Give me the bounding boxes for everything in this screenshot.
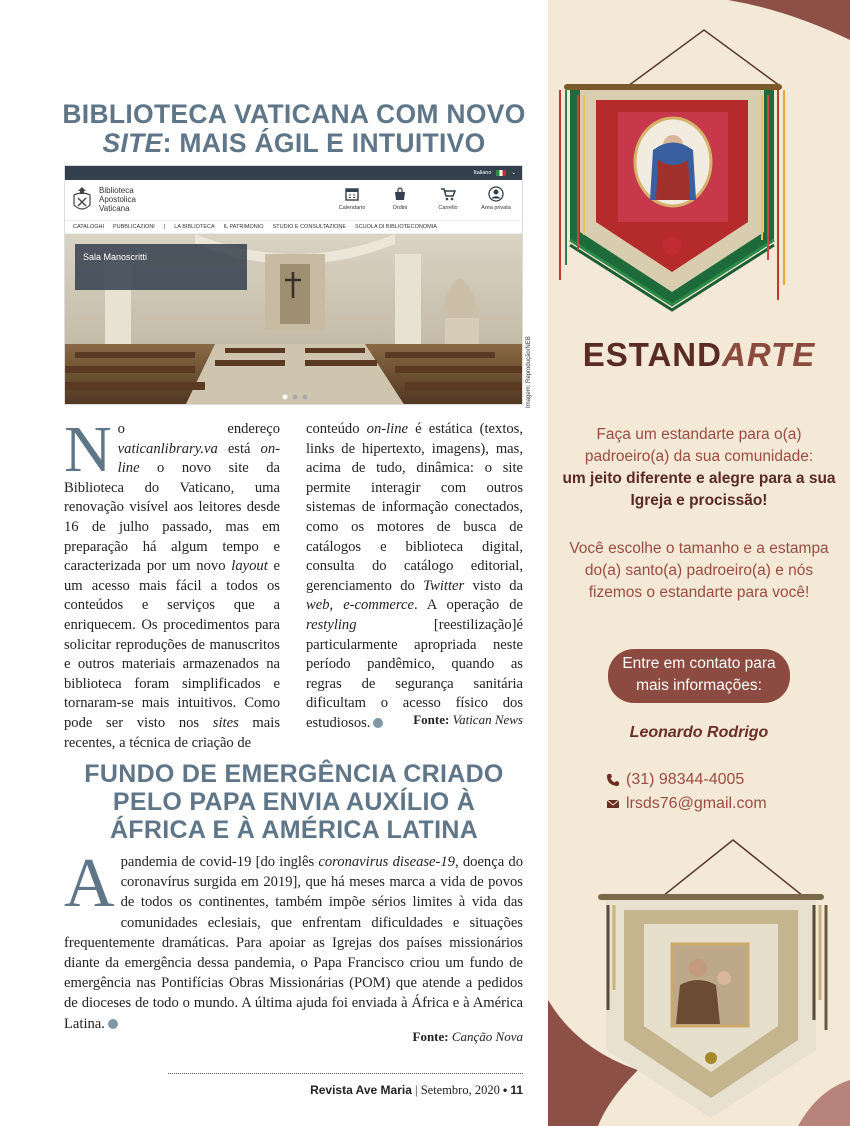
article1-headline bbox=[40, 100, 548, 158]
image-credit: Imagem: Reprodução/NEB bbox=[526, 336, 532, 408]
bag-icon[interactable]: Ordini bbox=[382, 186, 418, 211]
chevron-down-icon: ⌄ bbox=[511, 170, 516, 176]
ad-email[interactable]: lrsds76@gmail.com bbox=[606, 795, 767, 813]
ad-description: Você escolhe o tamanho e a estampa do(a) santo(a) padroeiro(a) e nós fizemos o estandarte para você! bbox=[569, 540, 829, 601]
footer-divider bbox=[168, 1073, 523, 1074]
article1-text-part1: o endereço vaticanlibrary.va está on-line o novo site da Biblioteca do Vaticano, uma renovação visível aos leitores desde 16 de julho passado, mas em preparação há algum tempo e caracterizada por um novo layout e um acesso mais fácil a todos os conteúdos e serviços que a enriquecem. Os procedimentos para solicitar reproduções de manuscritos e outros materiais armazenados na biblioteca foram simplificados e tornaram-se mais intuitivos. Como pode ser visto nos sites mais recentes, a técnica de criação de bbox=[64, 421, 280, 751]
site-name: Biblioteca Apostolica Vaticana bbox=[99, 186, 136, 213]
article1-text-part2: conteúdo on-line é estática (textos, links de hipertexto, imagens), mas, acima de tudo, dinâmica: o site permite interagir com outros sistemas de informação conectados, como os motores de busca de catálogos e biblioteca digital, consulta do catálogo editorial, gerenciamento do Twitter visto da web, e-commerce. A operação de restyling [reestilização]é particularmente apropriada neste período pandêmico, quando as regras de segurança sanitária dificultam o acesso físico dos estudiosos. bbox=[306, 421, 523, 731]
italian-flag-icon bbox=[496, 170, 506, 176]
magazine-name: Revista Ave Maria bbox=[310, 1083, 412, 1097]
image-credit-container bbox=[526, 336, 534, 488]
article2-body bbox=[64, 845, 523, 1034]
website-screenshot bbox=[64, 165, 523, 405]
site-top-bar bbox=[65, 166, 522, 180]
cart-icon[interactable]: Carrello bbox=[430, 186, 466, 211]
nav-item-pubblicazioni[interactable]: PUBBLICAZIONI bbox=[112, 224, 155, 230]
nav-item-scuola[interactable]: SCUOLA DI BIBLIOTECONOMIA bbox=[355, 224, 437, 230]
article2-text: pandemia de covid-19 [do inglês coronavirus disease-19, doença do coronavírus surgida em 2019], que há meses marca a vida de povos de todos os continentes, também impõe sérios limites à vida das comunidades eclesiais, que enfrentam dificuldades e situações frequentemente dramáticas. Para apoiar as Igrejas dos países missionários diante da emergência dessa pandemia, o Papa Francisco criou um fundo de emergência nas Pontifícias Obras Missionárias (POM) que atende a pedidos de dioceses de todo o mundo. A última ajuda foi enviada à África e à América Latina. bbox=[64, 854, 523, 1032]
site-navigation bbox=[65, 220, 522, 234]
ad-contact-name: Leonardo Rodrigo bbox=[629, 724, 769, 741]
article2-source: Fonte: Canção Nova bbox=[412, 1029, 523, 1044]
nav-item-cataloghi[interactable]: CATALOGHI bbox=[73, 224, 104, 230]
vatican-crest-icon bbox=[71, 185, 93, 213]
ad-cta-text: Entre em contato para mais informações: bbox=[622, 655, 776, 694]
ad-phone[interactable]: (31) 98344-4005 bbox=[606, 771, 744, 789]
dropcap-n: N bbox=[64, 413, 112, 486]
site-language: Italiano bbox=[473, 170, 492, 176]
article2-headline: FUNDO DE EMERGÊNCIA CRIADO PELO PAPA ENVIA AUXÍLIO À ÁFRICA E À AMÉRICA LATINA bbox=[84, 760, 504, 844]
article1-source: Fonte: Vatican News bbox=[413, 712, 523, 727]
site-icon-bar bbox=[334, 186, 514, 211]
nav-item-la-biblioteca[interactable]: LA BIBLIOTECA bbox=[174, 224, 215, 230]
ad-brand-logo: ESTANDARTE bbox=[582, 336, 816, 373]
nav-item-studio[interactable]: STUDIO E CONSULTAZIONE bbox=[272, 224, 347, 230]
headline-line-2: : MAIS ÁGIL E INTUITIVO bbox=[162, 128, 486, 158]
user-icon[interactable]: Area privata bbox=[478, 186, 514, 211]
dropcap-a: A bbox=[64, 845, 115, 922]
ad-headline-text: Faça um estandarte para o(a) padroeiro(a) da sua comunidade: um jeito diferente e alegre para a sua Igreja e procissão! bbox=[562, 426, 836, 509]
envelope-icon bbox=[606, 797, 620, 811]
headline-italic-word: SITE bbox=[102, 128, 163, 158]
issue-date: Setembro, 2020 bbox=[420, 1083, 500, 1097]
phone-icon bbox=[606, 773, 620, 787]
nav-separator: | bbox=[163, 224, 166, 230]
estandarte-advertisement bbox=[548, 0, 850, 1126]
nav-item-il-patrimonio[interactable]: IL PATRIMONIO bbox=[223, 224, 264, 230]
photo-caption-box bbox=[75, 244, 247, 290]
headline-line-1: BIBLIOTECA VATICANA COM NOVO bbox=[62, 99, 526, 129]
photo-caption: Sala Manoscritti bbox=[83, 252, 148, 262]
calendar-icon[interactable]: Calendario bbox=[334, 186, 370, 211]
page-number: 11 bbox=[510, 1083, 523, 1097]
site-header bbox=[65, 180, 522, 220]
end-bullet-icon bbox=[108, 1019, 118, 1029]
page-footer: Revista Ave Maria | Setembro, 2020 • 11 bbox=[310, 1083, 523, 1097]
article1-column-1 bbox=[64, 413, 280, 753]
article1-column-2 bbox=[306, 420, 523, 734]
